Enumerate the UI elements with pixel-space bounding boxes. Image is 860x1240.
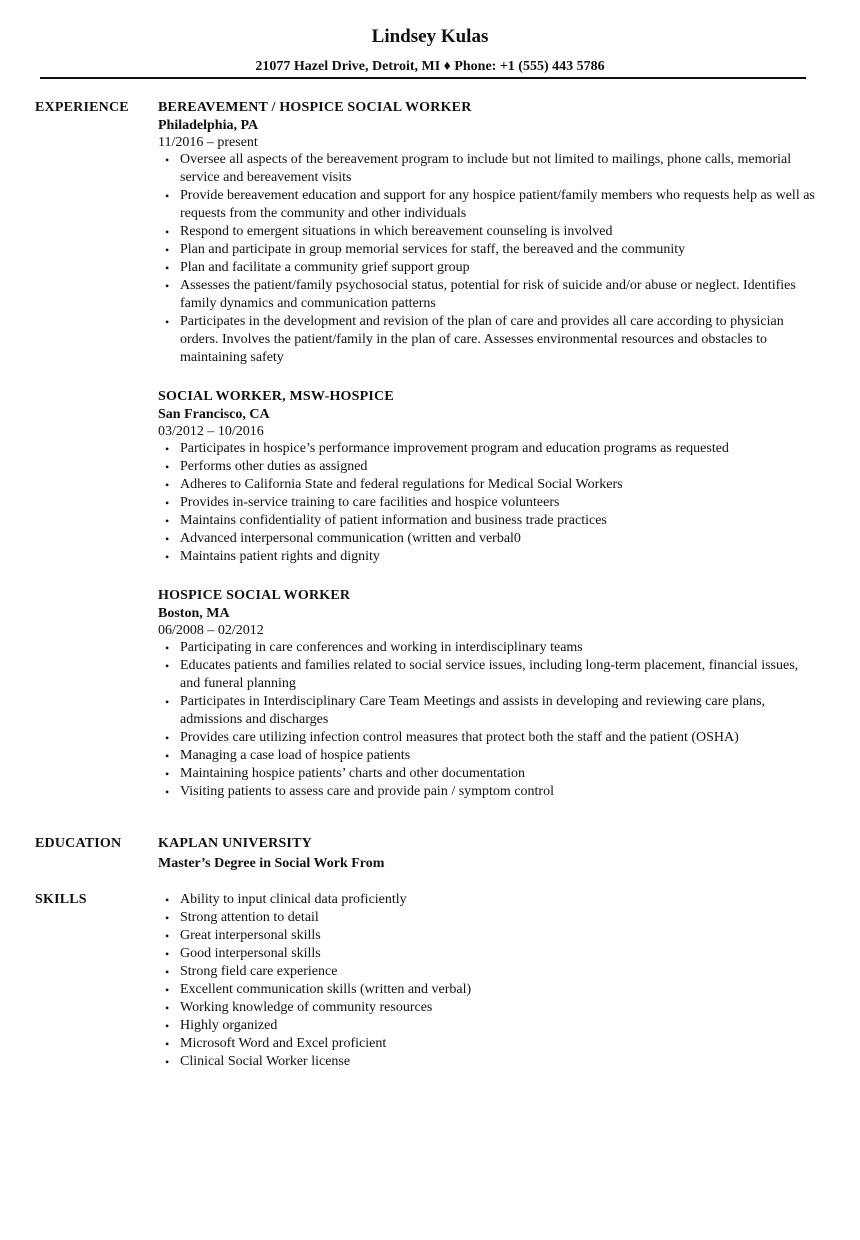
job-entry [158,388,818,566]
job-duties-list [158,639,818,801]
job-title: SOCIAL WORKER, MSW-HOSPICE [158,389,394,404]
list-item: • Adheres to California State and federal regulations for Medical Social Workers [180,476,818,494]
list-item: • Maintains patient rights and dignity [180,548,818,566]
education-body [158,835,818,873]
school-name: KAPLAN UNIVERSITY [158,836,312,851]
job-dates: 11/2016 – present [158,135,258,150]
list-item: • Ability to input clinical data proficiently [180,891,818,909]
job-location: Boston, MA [158,606,230,621]
skills-label: SKILLS [35,892,87,907]
education-label: EDUCATION [35,836,122,851]
degree-name: Master’s Degree in Social Work From [158,856,385,871]
list-item: • Participates in hospice’s performance improvement program and education programs as requested [180,440,818,458]
list-item: • Maintains confidentiality of patient information and business trade practices [180,512,818,530]
list-item: • Plan and facilitate a community grief support group [180,259,818,277]
skills-list [158,891,818,1071]
list-item: • Good interpersonal skills [180,945,818,963]
list-item: • Highly organized [180,1017,818,1035]
list-item: • Oversee all aspects of the bereavement program to include but not limited to mailings, phone calls, memorial service and bereavement visits [180,151,818,187]
job-entry [158,587,818,801]
candidate-name: Lindsey Kulas [371,26,489,47]
skills-body [158,891,818,1071]
list-item: • Provide bereavement education and support for any hospice patient/family members who requests help as well as requests from the community and other individuals [180,187,818,223]
job-dates: 03/2012 – 10/2016 [158,424,264,439]
list-item: • Clinical Social Worker license [180,1053,818,1071]
header-divider [40,77,806,79]
list-item: • Provides in-service training to care facilities and hospice volunteers [180,494,818,512]
experience-label: EXPERIENCE [35,100,129,115]
list-item: • Maintaining hospice patients’ charts and other documentation [180,765,818,783]
list-item: • Excellent communication skills (written and verbal) [180,981,818,999]
list-item: • Microsoft Word and Excel proficient [180,1035,818,1053]
list-item: • Strong attention to detail [180,909,818,927]
list-item: • Educates patients and families related to social service issues, including long-term placement, financial issues, and funeral planning [180,657,818,693]
list-item: • Respond to emergent situations in which bereavement counseling is involved [180,223,818,241]
list-item: • Participating in care conferences and working in interdisciplinary teams [180,639,818,657]
experience-body [158,99,818,822]
list-item: • Great interpersonal skills [180,927,818,945]
list-item: • Strong field care experience [180,963,818,981]
contact-line: 21077 Hazel Drive, Detroit, MI ♦ Phone: +1 (555) 443 5786 [255,59,605,74]
list-item: • Working knowledge of community resources [180,999,818,1017]
job-duties-list [158,440,818,566]
list-item: • Participates in the development and revision of the plan of care and provides all care according to physician orders. Involves the patient/family in the plan of care. Assesses environmental resources and obstacles to maintaining safety [180,313,818,367]
list-item: • Advanced interpersonal communication (written and verbal0 [180,530,818,548]
list-item: • Visiting patients to assess care and provide pain / symptom control [180,783,818,801]
list-item: • Provides care utilizing infection control measures that protect both the staff and the patient (OSHA) [180,729,818,747]
job-location: Philadelphia, PA [158,118,259,133]
job-title: BEREAVEMENT / HOSPICE SOCIAL WORKER [158,100,472,115]
list-item: • Plan and participate in group memorial services for staff, the bereaved and the community [180,241,818,259]
list-item: • Managing a case load of hospice patients [180,747,818,765]
job-duties-list [158,151,818,367]
list-item: • Performs other duties as assigned [180,458,818,476]
list-item: • Participates in Interdisciplinary Care Team Meetings and assists in developing and reviewing care plans, admissions and discharges [180,693,818,729]
job-location: San Francisco, CA [158,407,270,422]
list-item: • Assesses the patient/family psychosocial status, potential for risk of suicide and/or abuse or neglect. Identifies family dynamics and communication patterns [180,277,818,313]
job-entry [158,99,818,367]
job-dates: 06/2008 – 02/2012 [158,623,264,638]
job-title: HOSPICE SOCIAL WORKER [158,588,351,603]
